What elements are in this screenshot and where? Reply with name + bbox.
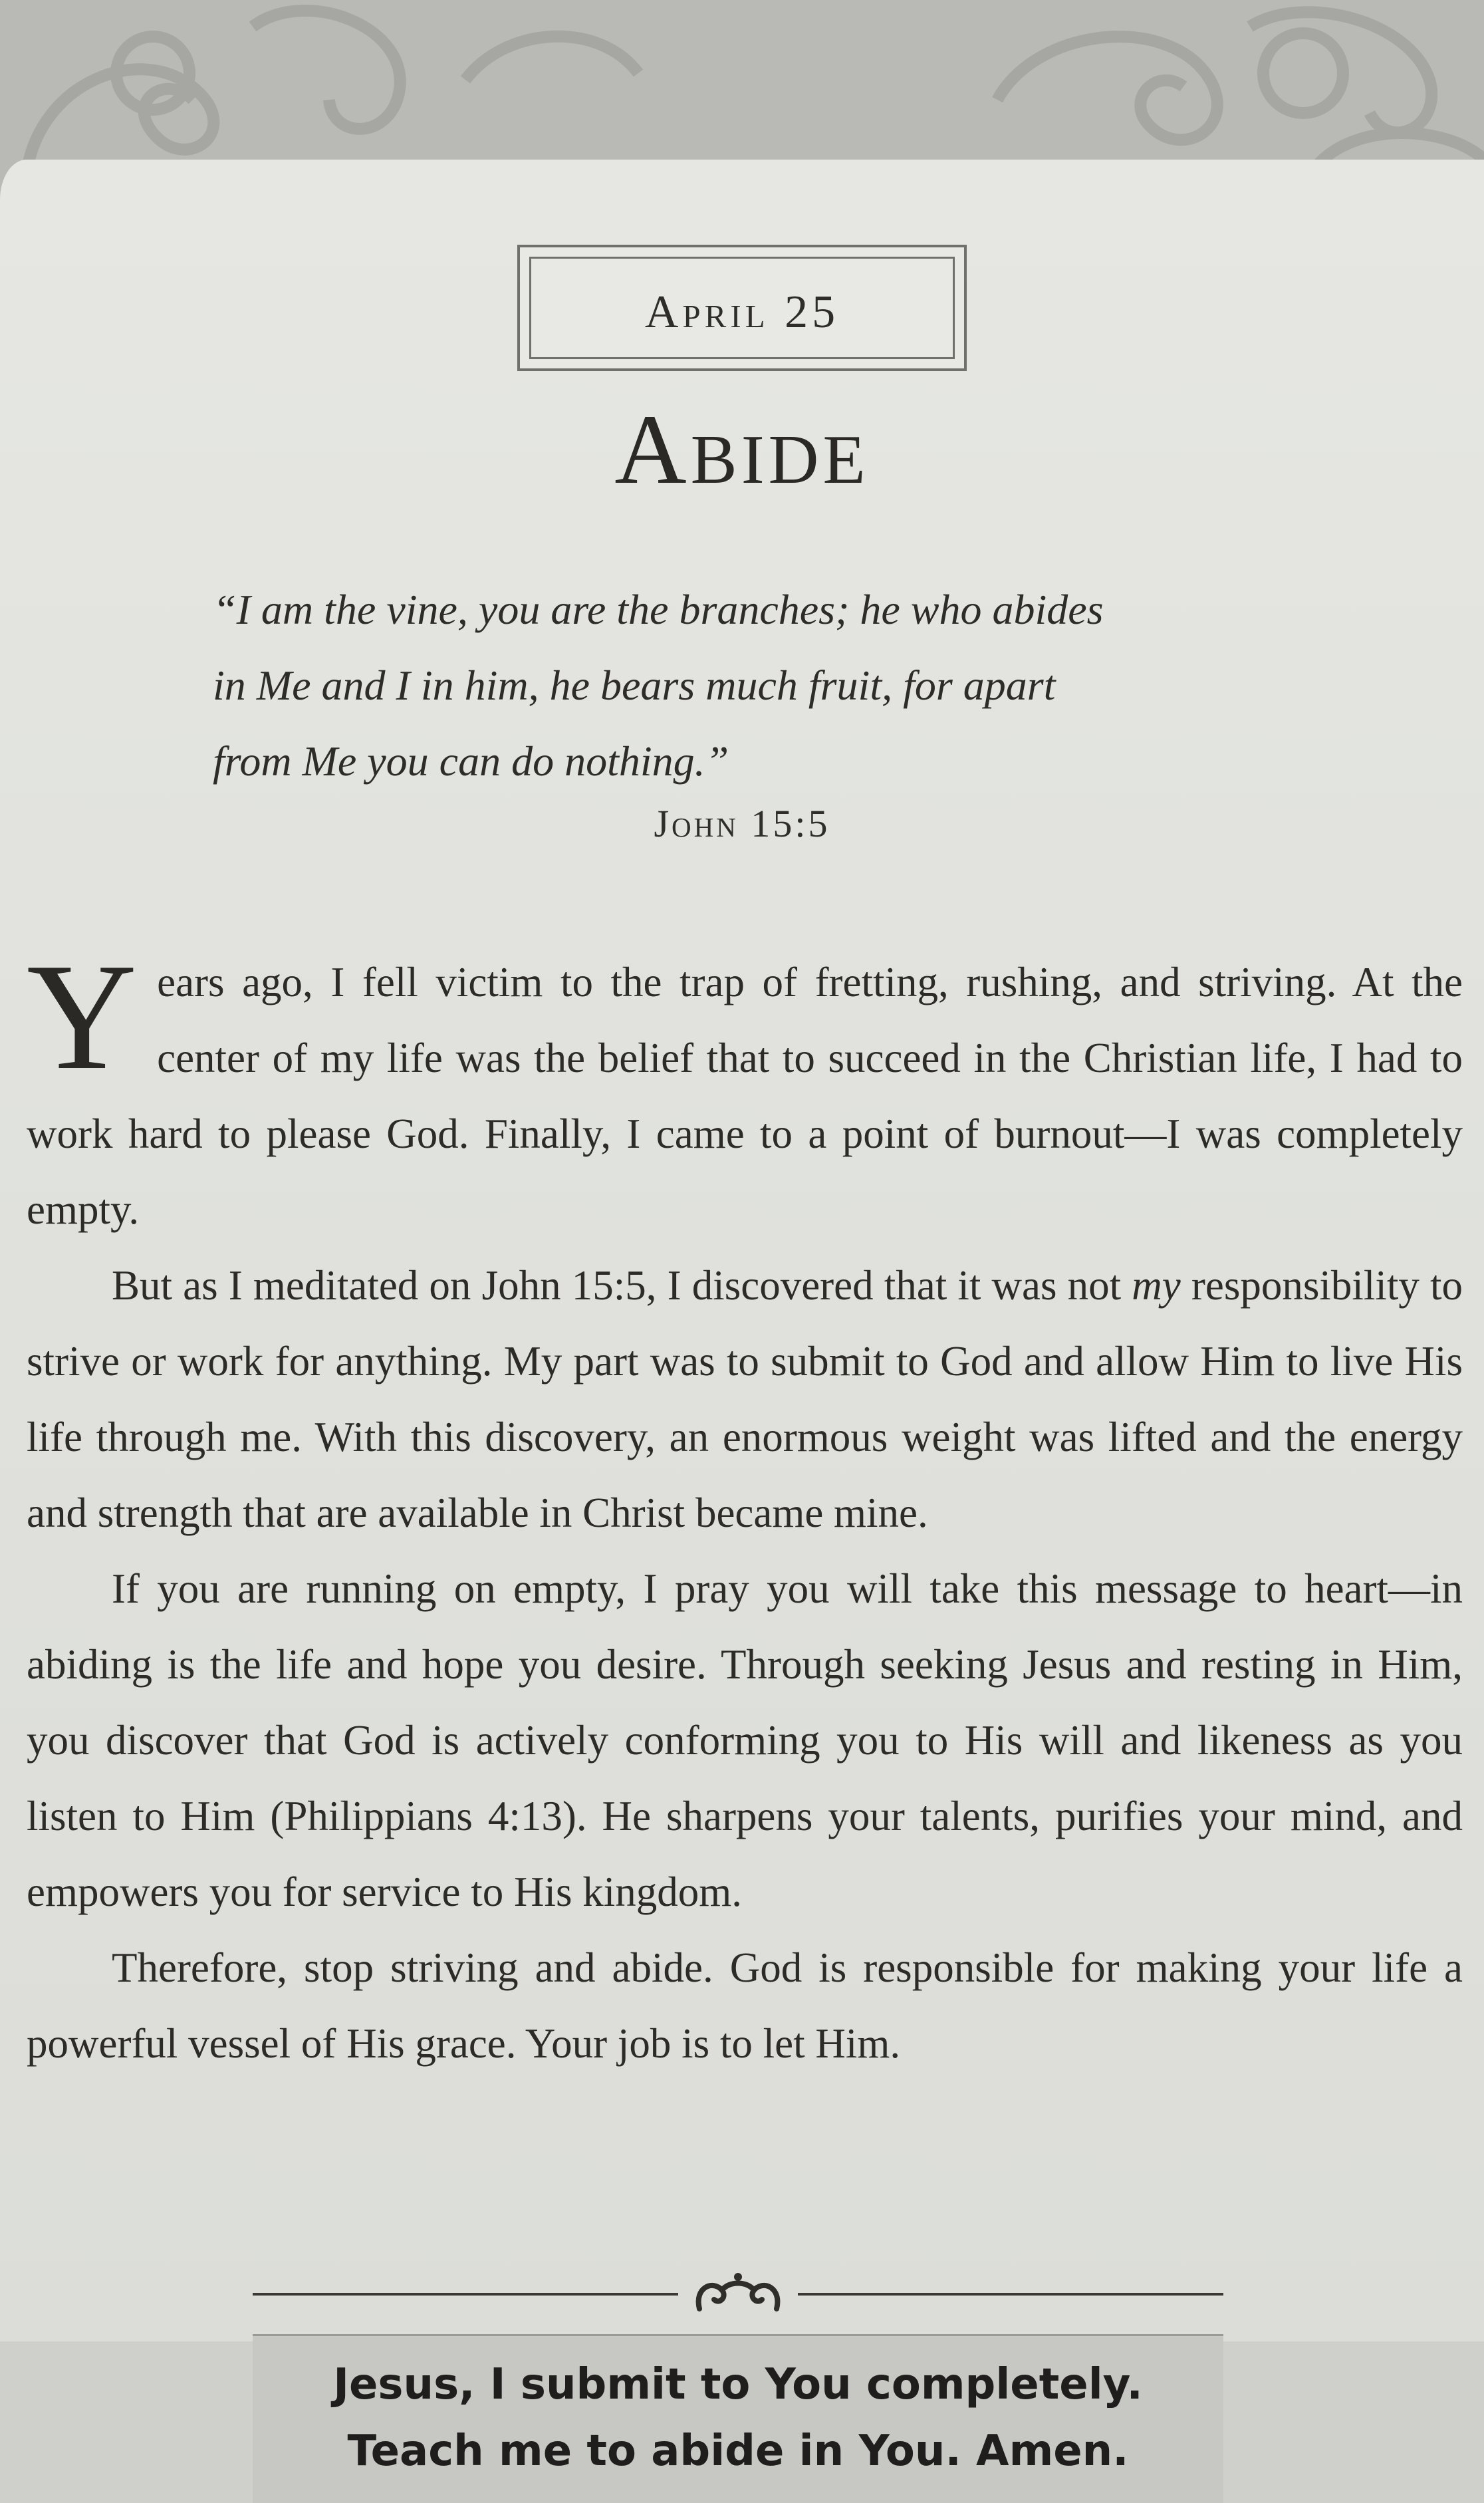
body-paragraph xyxy=(27,1248,1463,1551)
scripture-reference: John 15:5 xyxy=(654,802,830,845)
body-paragraph xyxy=(27,932,1463,1248)
scripture-line: “I am the vine, you are the branches; he who abides xyxy=(213,586,1104,633)
flourish-divider-icon xyxy=(253,2268,1223,2321)
paragraph-text: ears ago, I fell victim to the trap of fretting, rushing, and striving. At the center of my life was the belief that to succeed in the Christian life, I had to work hard to please God. Finally, I came to a point of burnout—I was completely empty. xyxy=(27,959,1463,1233)
scripture-line: in Me and I in him, he bears much fruit, for apart xyxy=(213,662,1056,709)
scripture-line: from Me you can do nothing.” xyxy=(213,737,729,785)
date-frame xyxy=(517,245,967,371)
page-title: Abide xyxy=(614,394,870,505)
drop-cap: Y xyxy=(27,932,138,1101)
book-page xyxy=(0,160,1484,2476)
date-label: April 25 xyxy=(644,287,840,338)
prayer-box xyxy=(253,2334,1223,2503)
prayer-line: Teach me to abide in You. Amen. xyxy=(347,2427,1129,2476)
prayer-line: Jesus, I submit to You completely. xyxy=(333,2360,1143,2409)
body-paragraph: Therefore, stop striving and abide. God is responsible for making your life a powerful vessel of His grace. Your job is to let Him. xyxy=(27,1944,1463,2067)
paragraph-text: responsibility to strive or work for anything. My part was to submit to God and allow Him to live His life through me. With this discovery, an enormous weight was lifted and the energy and strength that are available in Christ became mine. xyxy=(27,1262,1463,1536)
emphasis-text: my xyxy=(1132,1262,1181,1309)
paragraph-text: But as I meditated on John 15:5, I discovered that it was not xyxy=(112,1262,1132,1309)
devotional-body xyxy=(27,932,1463,2081)
scripture-quote xyxy=(213,572,1290,799)
body-paragraph: If you are running on empty, I pray you will take this message to heart—in abiding is the life and hope you desire. Through seeking Jesus and resting in Him, you discover that God is actively conforming you to His will and likeness as you listen to Him (Philippians 4:13). He sharpens your talents, purifies your mind, and empowers you for service to His kingdom. xyxy=(27,1565,1463,1915)
